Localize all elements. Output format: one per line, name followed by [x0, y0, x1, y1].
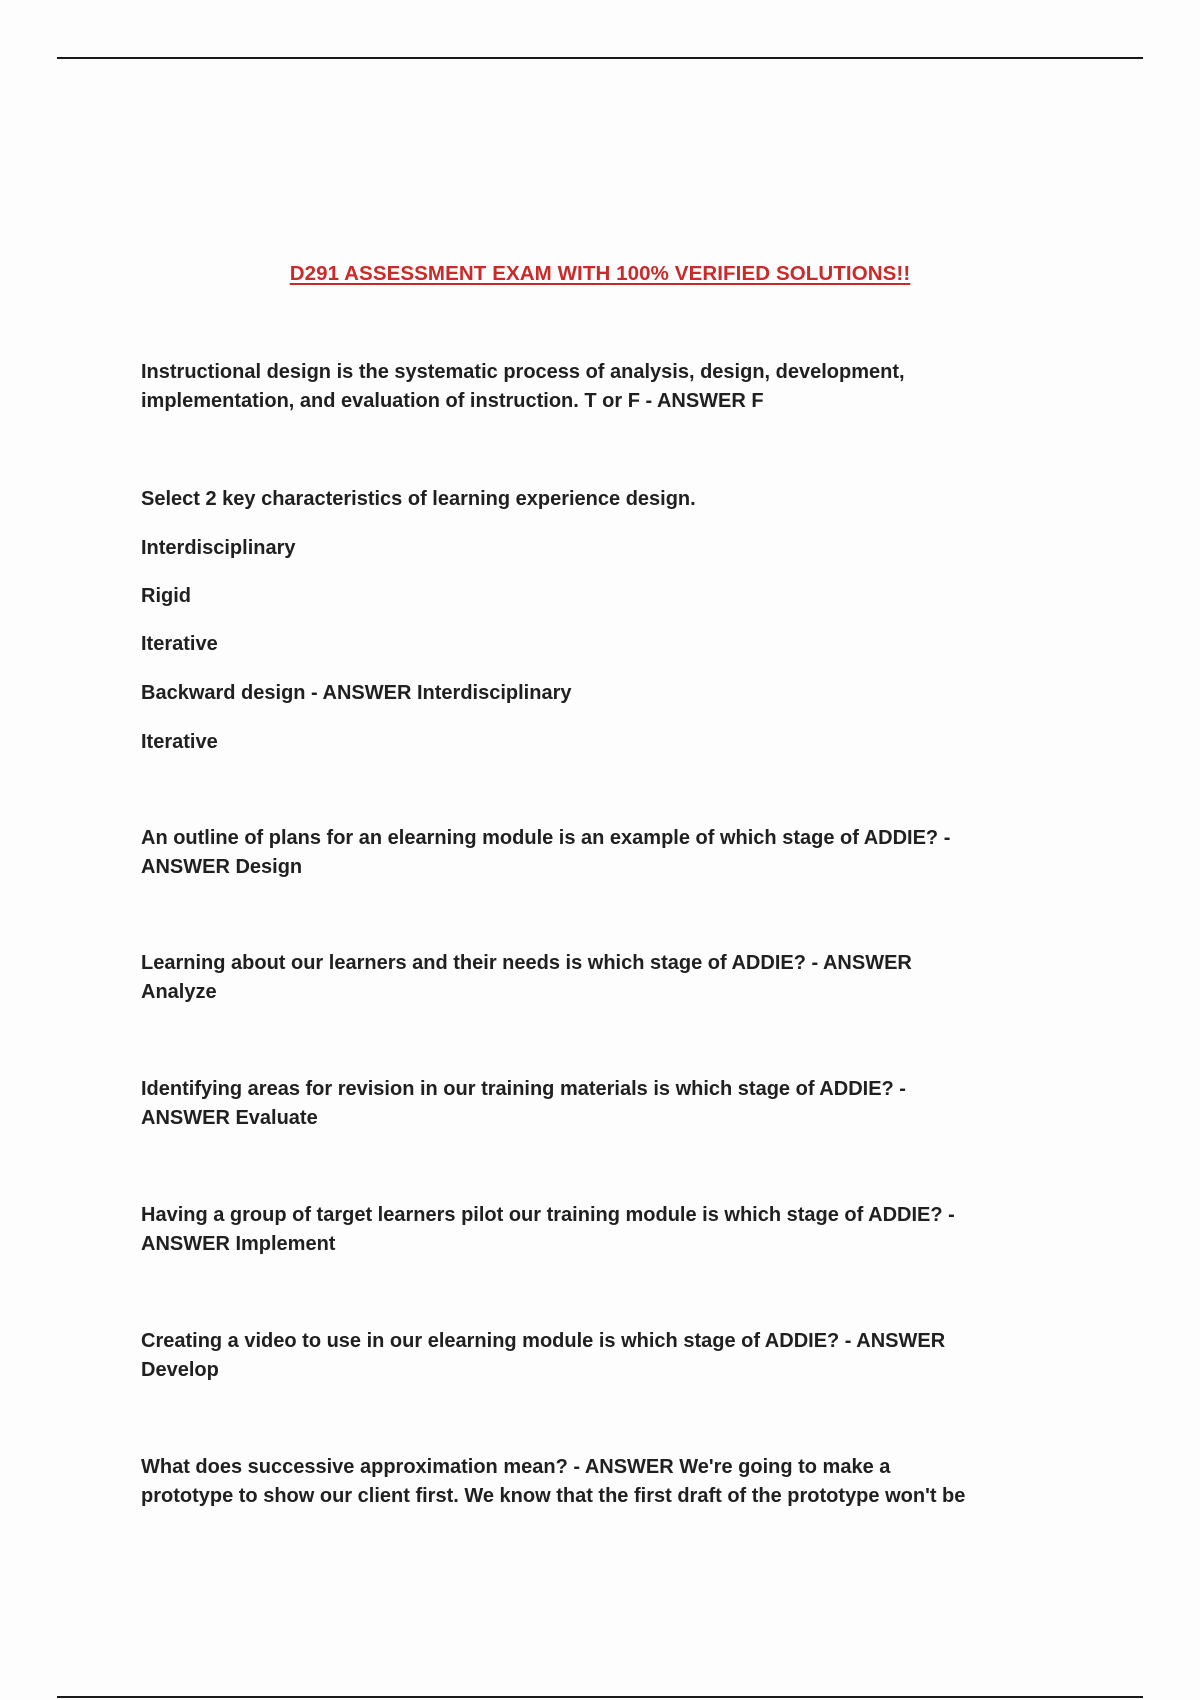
question-block	[141, 1453, 1071, 1511]
text-line: Interdisciplinary	[141, 537, 296, 559]
text-line: ANSWER Design	[141, 856, 303, 878]
text-line: prototype to show our client first. We know that the first draft of the prototype won't be	[141, 1485, 966, 1507]
top-rule	[57, 57, 1143, 59]
text-line: ANSWER Implement	[141, 1233, 336, 1255]
option-line	[141, 728, 1071, 757]
text-line: Rigid	[141, 585, 191, 607]
text-line: Iterative	[141, 731, 218, 753]
text-line: Iterative	[141, 633, 218, 655]
text-line: Develop	[141, 1359, 219, 1381]
text-line: Backward design - ANSWER Interdisciplinary	[141, 682, 572, 704]
text-line: An outline of plans for an elearning module is an example of which stage of ADDIE? -	[141, 827, 951, 849]
text-line: Instructional design is the systematic process of analysis, design, development,	[141, 361, 905, 383]
text-line: Having a group of target learners pilot our training module is which stage of ADDIE? -	[141, 1204, 955, 1226]
text-line: Analyze	[141, 981, 217, 1003]
question-block	[141, 358, 1071, 416]
option-line	[141, 534, 1071, 563]
question-block	[141, 949, 1071, 1007]
question-block	[141, 824, 1071, 882]
document-title: D291 ASSESSMENT EXAM WITH 100% VERIFIED SOLUTIONS!!	[289, 262, 911, 285]
question-block	[141, 485, 1071, 514]
text-line: ANSWER Evaluate	[141, 1107, 318, 1129]
question-block	[141, 1075, 1071, 1133]
text-line: Identifying areas for revision in our training materials is which stage of ADDIE? -	[141, 1078, 906, 1100]
option-line	[141, 679, 1071, 708]
text-line: Creating a video to use in our elearning module is which stage of ADDIE? - ANSWER	[141, 1330, 946, 1352]
text-line: What does successive approximation mean? - ANSWER We're going to make a	[141, 1456, 891, 1478]
option-line	[141, 630, 1071, 659]
option-line	[141, 582, 1071, 611]
question-block	[141, 1201, 1071, 1259]
text-line: Select 2 key characteristics of learning experience design.	[141, 488, 696, 510]
bottom-rule	[57, 1696, 1143, 1698]
text-line: implementation, and evaluation of instruction. T or F - ANSWER F	[141, 390, 764, 412]
text-line: Learning about our learners and their needs is which stage of ADDIE? - ANSWER	[141, 952, 912, 974]
question-block	[141, 1327, 1071, 1385]
